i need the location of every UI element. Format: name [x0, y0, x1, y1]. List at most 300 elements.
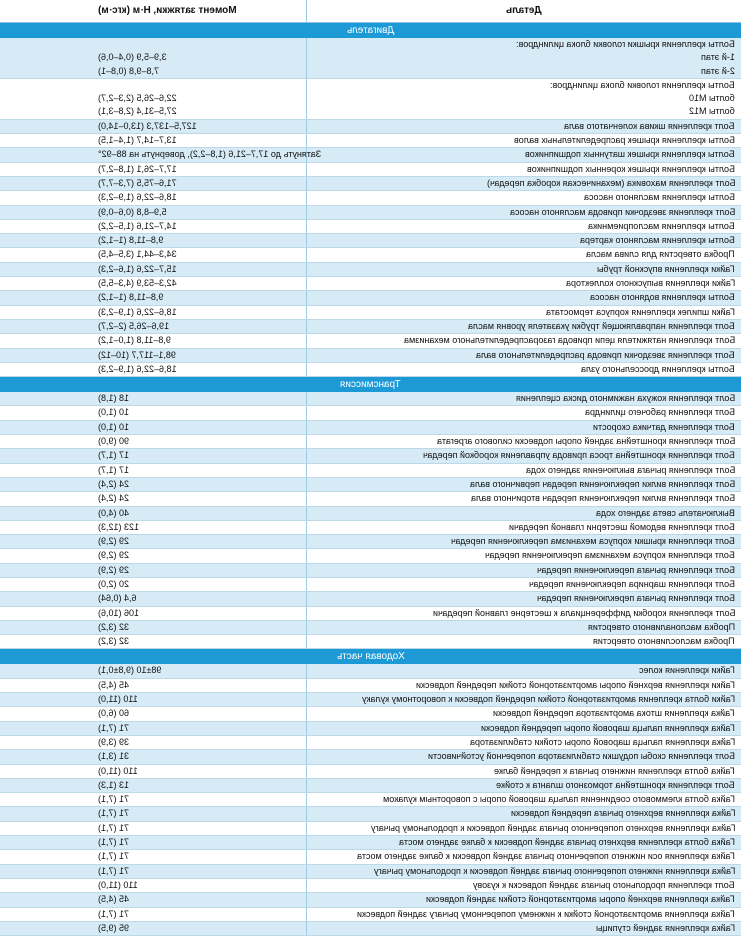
detail-text: Гайка крепления пальца шаровой опоры передней подвески [481, 722, 735, 733]
torque-value: 9,8–11,8 (1–1,2) [98, 292, 164, 303]
table-row [0, 578, 741, 592]
torque-value: 45 (4,5) [98, 894, 130, 905]
detail-text: Болт крепления рычага переключения передач [536, 564, 735, 575]
table-row [0, 277, 741, 291]
detail-cell [306, 334, 741, 347]
detail-cell [306, 349, 741, 362]
table-header [0, 0, 741, 23]
detail-cell [306, 521, 741, 534]
table-row [0, 922, 741, 936]
torque-cell [0, 449, 306, 462]
table-row [0, 908, 741, 922]
table-row [0, 879, 741, 893]
detail-cell [306, 464, 741, 477]
torque-cell [0, 120, 306, 133]
table-row [0, 38, 741, 79]
detail-text: Болт крепления рычага переключения передач [536, 593, 735, 604]
detail-cell [306, 865, 741, 878]
detail-cell [306, 679, 741, 692]
table-row [0, 435, 741, 449]
table-row [0, 592, 741, 606]
detail-text: Гайка болта крепления верхнего рычага задней подвески к балке заднего моста [399, 837, 735, 848]
detail-text: болты М12 [689, 106, 735, 117]
detail-text: Болт крепления рычага выключения заднего хода [525, 464, 735, 475]
detail-cell [306, 392, 741, 405]
torque-cell [0, 263, 306, 276]
detail-cell [306, 163, 741, 176]
detail-text: Пробка маслосливного отверстия [593, 636, 735, 647]
table-row [0, 163, 741, 177]
detail-cell [306, 134, 741, 147]
torque-value: 7,8–9,8 (0,8–1) [98, 65, 160, 76]
torque-cell [0, 421, 306, 434]
table-row [0, 807, 741, 821]
detail-text: Болт крепления корпуса механизма переключения передач [485, 550, 735, 561]
detail-cell [306, 535, 741, 548]
torque-value: 32 (3,2) [98, 636, 130, 647]
detail-text: Гайка крепления нижнего поперечного рычага задней подвески к продольному рычагу [373, 865, 735, 876]
torque-value: 71 (7,1) [98, 851, 130, 862]
detail-cell [306, 635, 741, 648]
detail-text: Болт крепления звездочки привода распределительного вала [476, 349, 735, 360]
detail-cell [306, 406, 741, 419]
detail-cell [306, 893, 741, 906]
detail-text: Гайка крепления штока амортизатора передней подвески [493, 708, 735, 719]
detail-cell [306, 922, 741, 935]
torque-value: 15,7–22,6 (1,6–2,3) [98, 263, 177, 274]
torque-value: 34,3–44,1 (3,5–4,5) [98, 249, 177, 260]
torque-cell [0, 807, 306, 820]
detail-cell [306, 908, 741, 921]
torque-value: 45 (4,5) [98, 679, 130, 690]
torque-cell [0, 306, 306, 319]
detail-text: 2-й этап [701, 65, 735, 76]
torque-cell [0, 334, 306, 347]
table-row [0, 893, 741, 907]
torque-cell [0, 607, 306, 620]
detail-cell [306, 177, 741, 190]
torque-value: 29 (2,9) [98, 536, 130, 547]
detail-cell [306, 578, 741, 591]
torque-value: 127,5–137,3 (13,0–14,0) [98, 120, 197, 131]
table-row [0, 535, 741, 549]
detail-text: болты М10 [689, 93, 735, 104]
torque-value: 90 (9,0) [98, 436, 130, 447]
detail-cell [306, 779, 741, 792]
detail-text: Болт крепления рабочего цилиндра [585, 407, 735, 418]
torque-cell [0, 822, 306, 835]
detail-text: Болты крепления масляного насоса [584, 192, 735, 203]
torque-value: 3,9–5,9 (0,4–0,6) [98, 52, 167, 63]
torque-value: 29 (2,9) [98, 564, 130, 575]
torque-value: 27,5–31,4 (2,8–3,1) [98, 106, 177, 117]
torque-cell [0, 163, 306, 176]
detail-text: Гайка крепления пальца шаровой опоры стойки стабилизатора [469, 736, 735, 747]
torque-value: 32 (3,2) [98, 621, 130, 632]
detail-text: Болт крепления кронштейна троса привода управления коробкой передач [423, 450, 735, 461]
torque-cell [0, 793, 306, 806]
table-row [0, 564, 741, 578]
detail-cell [306, 234, 741, 247]
torque-cell [0, 291, 306, 304]
torque-cell [0, 220, 306, 233]
detail-cell [306, 449, 741, 462]
torque-value: 31 (3,1) [98, 751, 130, 762]
torque-cell [0, 234, 306, 247]
detail-text: Болт крепления скобы подушки стабилизатора поперечной устойчивости [428, 751, 735, 762]
detail-cell [306, 191, 741, 204]
torque-cell [0, 908, 306, 921]
torque-cell [0, 148, 322, 161]
torque-value: 110 (11,0) [98, 694, 138, 705]
torque-cell [0, 564, 306, 577]
section-title: Ходовая часть [336, 651, 405, 663]
detail-text: Пробка маслоналивного отверстия [587, 621, 735, 632]
torque-value: 98±10 (9,8±0,1) [98, 665, 162, 676]
detail-text: Гайки крепления верхней опоры амортизаторной стойки передней подвески [416, 679, 735, 690]
detail-cell [306, 822, 741, 835]
detail-text: Гайки крепления колес [639, 665, 735, 676]
torque-value: 29 (2,9) [98, 550, 130, 561]
torque-value: 106 (10,6) [98, 607, 140, 618]
detail-text: Болт крепления маховика (механическая коробка передач) [486, 177, 735, 188]
table-row [0, 621, 741, 635]
torque-cell [0, 349, 306, 362]
torque-value: 42,3–53,9 (4,3–5,5) [98, 278, 177, 289]
torque-cell [0, 635, 306, 648]
torque-cell [0, 621, 306, 634]
detail-cell [306, 836, 741, 849]
detail-cell [306, 549, 741, 562]
torque-cell [0, 836, 306, 849]
torque-cell [0, 779, 306, 792]
torque-value: 71 (7,1) [98, 808, 130, 819]
torque-value: 10 (1,0) [98, 421, 130, 432]
detail-text: Гайка крепления верхнего рычага передней подвески [510, 808, 735, 819]
torque-value: 110 (11,0) [98, 765, 138, 776]
detail-text: Болты крепления маслоприемника [588, 220, 735, 231]
detail-cell [306, 793, 741, 806]
torque-cell [0, 363, 306, 376]
torque-value: 95 (9,5) [98, 922, 130, 933]
detail-text: Болты крепления крышек распределительных валов [514, 135, 735, 146]
detail-cell [306, 148, 741, 161]
torque-value: 71 (7,1) [98, 908, 130, 919]
torque-cell [0, 865, 306, 878]
detail-cell [306, 592, 741, 605]
table-row [0, 220, 741, 234]
torque-cell [0, 134, 306, 147]
torque-cell [0, 320, 306, 333]
torque-value: 17,7–26,1 (1,8–2,7) [98, 163, 177, 174]
detail-cell [306, 507, 741, 520]
detail-cell [306, 664, 741, 677]
detail-text: Болты крепления крышек коренных подшипников [527, 163, 735, 174]
detail-text: Гайка крепления амортизаторной стойки к нижнему поперечному рычагу задней подвески [357, 908, 735, 919]
torque-value: 13,7–14,7 (1,4–1,5) [98, 135, 177, 146]
table-row [0, 334, 741, 348]
detail-text: Пробка отверстия для слива масла [586, 249, 735, 260]
table-row [0, 765, 741, 779]
torque-value: 22,6–26,5 (2,3–2,7) [98, 93, 177, 104]
section-header [0, 649, 741, 664]
torque-value: 18 (1,8) [98, 393, 130, 404]
torque-cell [0, 248, 306, 261]
detail-text: Болты крепления водяного насоса [590, 292, 735, 303]
detail-cell [306, 879, 741, 892]
detail-cell [306, 707, 741, 720]
detail-text: Болт крепления ведомой шестерни главной передачи [509, 521, 735, 532]
torque-value: 18,6–22,6 (1,9–2,3) [98, 192, 177, 203]
torque-cell [0, 478, 306, 491]
torque-cell [0, 392, 306, 405]
detail-text: Болты крепления крышек шатунных подшипников [525, 149, 735, 160]
torque-value: 19,6–26,5 (2–2,7) [98, 320, 170, 331]
torque-cell [0, 435, 306, 448]
torque-value: 20 (2,0) [98, 578, 130, 589]
torque-value: 110 (11,0) [98, 879, 138, 890]
torque-cell [0, 464, 306, 477]
detail-cell [306, 564, 741, 577]
table-row [0, 492, 741, 506]
detail-cell [306, 306, 741, 319]
detail-text: Болты крепления головки блока цилиндров: [550, 79, 735, 90]
table-row [0, 234, 741, 248]
detail-text: Гайки шпилек крепления корпуса термостата [545, 306, 735, 317]
table-row [0, 635, 741, 649]
table-row [0, 421, 741, 435]
section-header [0, 23, 741, 38]
detail-cell [306, 120, 741, 133]
detail-cell [306, 206, 741, 219]
torque-value [98, 38, 101, 51]
detail-cell [306, 607, 741, 620]
detail-text: Гайки крепления выпускного коллектора [565, 278, 735, 289]
section-header [0, 377, 741, 392]
table-row [0, 363, 741, 377]
detail-text: Болт крепления датчика скорости [593, 421, 735, 432]
torque-cell [0, 521, 306, 534]
torque-cell [0, 707, 306, 720]
torque-cell [0, 191, 306, 204]
torque-value: 9,8–11,8 (1–1,2) [98, 235, 164, 246]
table-row [0, 865, 741, 879]
detail-text: Гайка крепления задней ступицы [595, 922, 735, 933]
detail-text: Болты крепления дроссельного узла [581, 363, 735, 374]
torque-cell [0, 406, 306, 419]
detail-text: Гайка крепления верхней опоры амортизаторной стойки задней подвески [426, 894, 735, 905]
detail-text: Болты крепления крышки головки блока цилиндров: [516, 39, 735, 49]
torque-value: 98,1–117,7 (10–12) [98, 349, 176, 360]
header-torque-cell [0, 0, 306, 22]
table-row [0, 521, 741, 535]
detail-cell [306, 263, 741, 276]
torque-cell [0, 206, 306, 219]
detail-cell [306, 750, 741, 763]
detail-text: Болт крепления кронштейна тормозного шланга к стойке [496, 779, 735, 790]
table-body [0, 23, 741, 936]
table-row [0, 177, 741, 191]
detail-text: Болт крепления направляющей трубки указателя уровня масла [468, 320, 735, 331]
torque-value [98, 79, 101, 92]
table-row [0, 722, 741, 736]
table-row [0, 693, 741, 707]
torque-cell [0, 507, 306, 520]
detail-cell [306, 220, 741, 233]
torque-cell [0, 750, 306, 763]
detail-cell [306, 248, 741, 261]
detail-text: Гайка крепления оси нижнего поперечного рычага задней подвески к балке заднего моста [357, 851, 735, 862]
torque-value: 71 (7,1) [98, 822, 130, 833]
torque-value: 9,8–11,8 (1,0–1,2) [98, 335, 171, 346]
table-row [0, 478, 741, 492]
torque-cell [0, 177, 306, 190]
torque-value: 5,9–8,8 (0,6–0,9) [98, 206, 167, 217]
detail-text: Выключатель света заднего хода [596, 507, 735, 518]
table-row [0, 191, 741, 205]
table-row [0, 263, 741, 277]
torque-cell [0, 879, 306, 892]
table-row [0, 120, 741, 134]
detail-cell [306, 807, 741, 820]
table-row [0, 320, 741, 334]
detail-cell [306, 850, 741, 863]
torque-cell [0, 38, 306, 78]
detail-cell [306, 277, 741, 290]
table-row [0, 836, 741, 850]
detail-text: 1-й этап [701, 52, 735, 63]
table-row [0, 793, 741, 807]
detail-text: Болт крепления вилки переключения передач первичного вала [469, 478, 735, 489]
torque-value: Затянуть до 17,7–21,6 (1,8–2,2), довернуть на 88–92° [98, 149, 322, 160]
detail-cell [306, 722, 741, 735]
detail-text: Болт крепления шарнира переключения передач [528, 578, 735, 589]
detail-cell [306, 492, 741, 505]
torque-cell [0, 492, 306, 505]
table-row [0, 850, 741, 864]
section-title: Трансмиссия [340, 379, 401, 391]
torque-value: 40 (4,0) [98, 507, 130, 518]
torque-value: 24 (2,4) [98, 478, 130, 489]
table-row [0, 206, 741, 220]
torque-cell [0, 664, 306, 677]
header-detail-label: Деталь [506, 5, 542, 17]
header-torque-label: Момент затяжки, Н·м (кгс·м) [98, 5, 237, 17]
torque-cell [0, 79, 306, 119]
detail-text: Болт крепления коробки дифференциала к шестерне главной передачи [432, 607, 735, 618]
torque-value: 17 (1,7) [98, 450, 130, 461]
detail-text: Болт крепления шкива коленчатого вала [564, 120, 735, 131]
torque-value: 18,6–22,6 (1,9–2,3) [98, 363, 177, 374]
detail-text: Болт крепления кожуха нажимного диска сцепления [515, 393, 735, 404]
table-row [0, 750, 741, 764]
table-row [0, 679, 741, 693]
torque-cell [0, 722, 306, 735]
detail-text: Болты крепления масляного картера [580, 235, 735, 246]
torque-value: 71 (7,1) [98, 722, 130, 733]
detail-cell [306, 291, 741, 304]
detail-cell [306, 765, 741, 778]
torque-value: 18,6–22,6 (1,9–2,3) [98, 306, 177, 317]
detail-text: Болт крепления натяжителя цепи привода газораспределительного механизма [403, 335, 735, 346]
table-row [0, 507, 741, 521]
detail-text: Гайки крепления впускной трубы [597, 263, 735, 274]
table-row [0, 664, 741, 678]
torque-cell [0, 693, 306, 706]
torque-value: 71,6–75,5 (7,3–7,7) [98, 177, 177, 188]
detail-cell [306, 478, 741, 491]
detail-text: Болт крепления крышки корпуса механизма переключения передач [451, 536, 735, 547]
table-row [0, 349, 741, 363]
detail-text: Болт крепления кронштейна задней опоры подвески силового агрегата [436, 436, 735, 447]
detail-text: Гайка болта клеммового соединения пальца шаровой опоры с поворотным кулаком [382, 794, 735, 805]
table-row [0, 822, 741, 836]
torque-cell [0, 893, 306, 906]
detail-text: Болт крепления вилки переключения передач вторичного вала [470, 493, 735, 504]
table-row [0, 134, 741, 148]
detail-cell [306, 621, 741, 634]
detail-cell [306, 79, 741, 119]
torque-value: 71 (7,1) [98, 837, 130, 848]
detail-text: Болт крепления звездочки привода масляного насоса [509, 206, 735, 217]
torque-value: 60 (6,0) [98, 708, 130, 719]
table-row [0, 707, 741, 721]
torque-cell [0, 736, 306, 749]
torque-value: 14,7–21,6 (1,5–2,2) [98, 220, 177, 231]
detail-text: Гайка болта крепления нижнего рычага к передней балке [494, 765, 735, 776]
torque-cell [0, 549, 306, 562]
table-row [0, 549, 741, 563]
header-detail-cell [306, 0, 741, 22]
torque-cell [0, 277, 306, 290]
torque-cell [0, 765, 306, 778]
detail-cell [306, 736, 741, 749]
section-title: Двигатель [346, 25, 395, 36]
detail-cell [306, 435, 741, 448]
torque-value: 24 (2,4) [98, 493, 130, 504]
torque-value: 39 (3,9) [98, 736, 130, 747]
table-row [0, 779, 741, 793]
table-row [0, 736, 741, 750]
torque-value: 71 (7,1) [98, 865, 130, 876]
torque-cell [0, 592, 306, 605]
torque-value: 13 (1,3) [98, 779, 130, 790]
table-row [0, 148, 741, 162]
detail-text: Гайка крепления верхнего поперечного рычага задней подвески к продольному рычагу [370, 822, 735, 833]
table-row [0, 392, 741, 406]
torque-cell [0, 679, 306, 692]
torque-value: 17 (1,7) [98, 464, 130, 475]
detail-cell [306, 363, 741, 376]
table-row [0, 607, 741, 621]
detail-cell [306, 693, 741, 706]
torque-value: 10 (1,0) [98, 407, 130, 418]
detail-text: Гайки болта крепления амортизаторной стойки передней подвески к поворотному кулаку [361, 694, 735, 705]
detail-text: Болт крепления продольного рычага задней подвески к кузову [473, 879, 735, 890]
torque-cell [0, 578, 306, 591]
table-row [0, 79, 741, 120]
table-row [0, 406, 741, 420]
detail-cell [306, 421, 741, 434]
torque-cell [0, 850, 306, 863]
detail-cell [306, 320, 741, 333]
table-row [0, 449, 741, 463]
torque-value: 6,4 (0,64) [98, 593, 137, 604]
table-row [0, 248, 741, 262]
torque-value: 123 (12,3) [98, 521, 140, 532]
table-row [0, 464, 741, 478]
torque-cell [0, 535, 306, 548]
